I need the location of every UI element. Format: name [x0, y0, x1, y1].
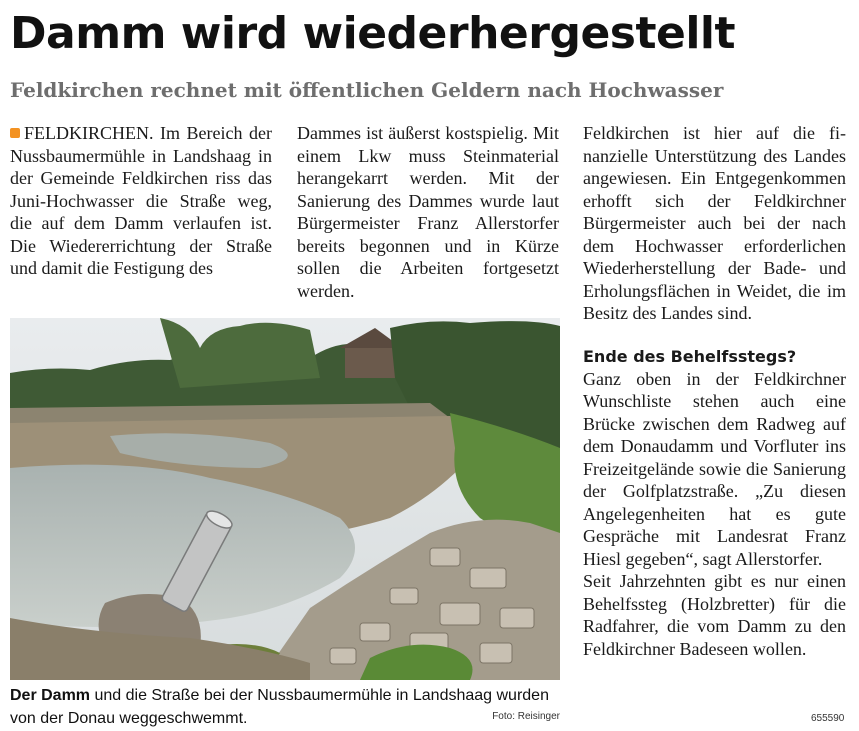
section-subheading: Ende des Behelfsstegs? — [583, 346, 797, 366]
article-column-3 — [583, 122, 846, 660]
caption-text: und die Straße bei der Nussbaumermühle in Landshaag wurden von der Donau weggeschwemmt. — [10, 687, 549, 727]
headline: Damm wird wiederhergestellt — [10, 8, 736, 59]
photo-caption — [10, 684, 560, 730]
caption-lead: Der Damm — [10, 687, 91, 704]
flooded-dam-photo — [10, 318, 560, 680]
paragraph-footbridge: Seit Jahrzehnten gibt es nur einen Behelfssteg (Holzbretter) für die Radfahrer, die vom Damm zu den Feldkirchner Badeseen wollen. — [583, 571, 846, 659]
article-code: 655590 — [811, 713, 845, 724]
dateline: FELDKIRCHEN. — [24, 123, 154, 143]
photo-credit: Foto: Reisinger — [492, 711, 560, 722]
intro-text: Im Bereich der Nussbaumermühle in Landshaag in der Gemeinde Feldkirchen riss das Juni-Hochwasser die Straße weg, die auf dem Damm verlaufen ist. Die Wiedererrichtung der Straße und damit die Festigung des — [10, 123, 272, 278]
paragraph-continued: Dammes ist äußerst kostspielig. Mit einem Lkw muss Steinmaterial herangekarrt werden. Mit der Sanierung des Dammes wurde laut Bürgermeister Franz Allerstorfer bereits begonnen und in Kürze sollen die Arbeiten fortgesetzt werden. — [297, 123, 559, 301]
paragraph-wishlist: Ganz oben in der Feldkirchner Wunschliste stehen auch eine Brücke zwischen dem Radweg auf dem Donaudamm und Vorfluter ins Freizeitgelände sowie die Sanierung der Golfplatzstraße. „Zu diesen Angelegenheiten hat es gute Gespräche mit Landesrat Franz Hiesl gegeben“, sagt Allerstorfer. — [583, 368, 846, 569]
paragraph-intro — [10, 122, 272, 280]
paragraph-funding: Feldkirchen ist hier auf die finanzielle Unterstützung des Landes angewiesen. Ein Entgegenkommen erhofft sich der Feldkirchner Bürgermeister auch bei der nach dem Hochwasser erforderlichen Wiederherstellung der Bade- und Erholungsflächen in Weidet, die im Besitz des Landes sind. — [583, 123, 846, 323]
article-column-1 — [10, 122, 272, 280]
dateline-square-icon — [10, 128, 20, 138]
subheadline: Feldkirchen rechnet mit öffentlichen Geldern nach Hochwasser — [10, 78, 724, 102]
news-photo — [10, 318, 560, 680]
article-column-2 — [297, 122, 559, 302]
